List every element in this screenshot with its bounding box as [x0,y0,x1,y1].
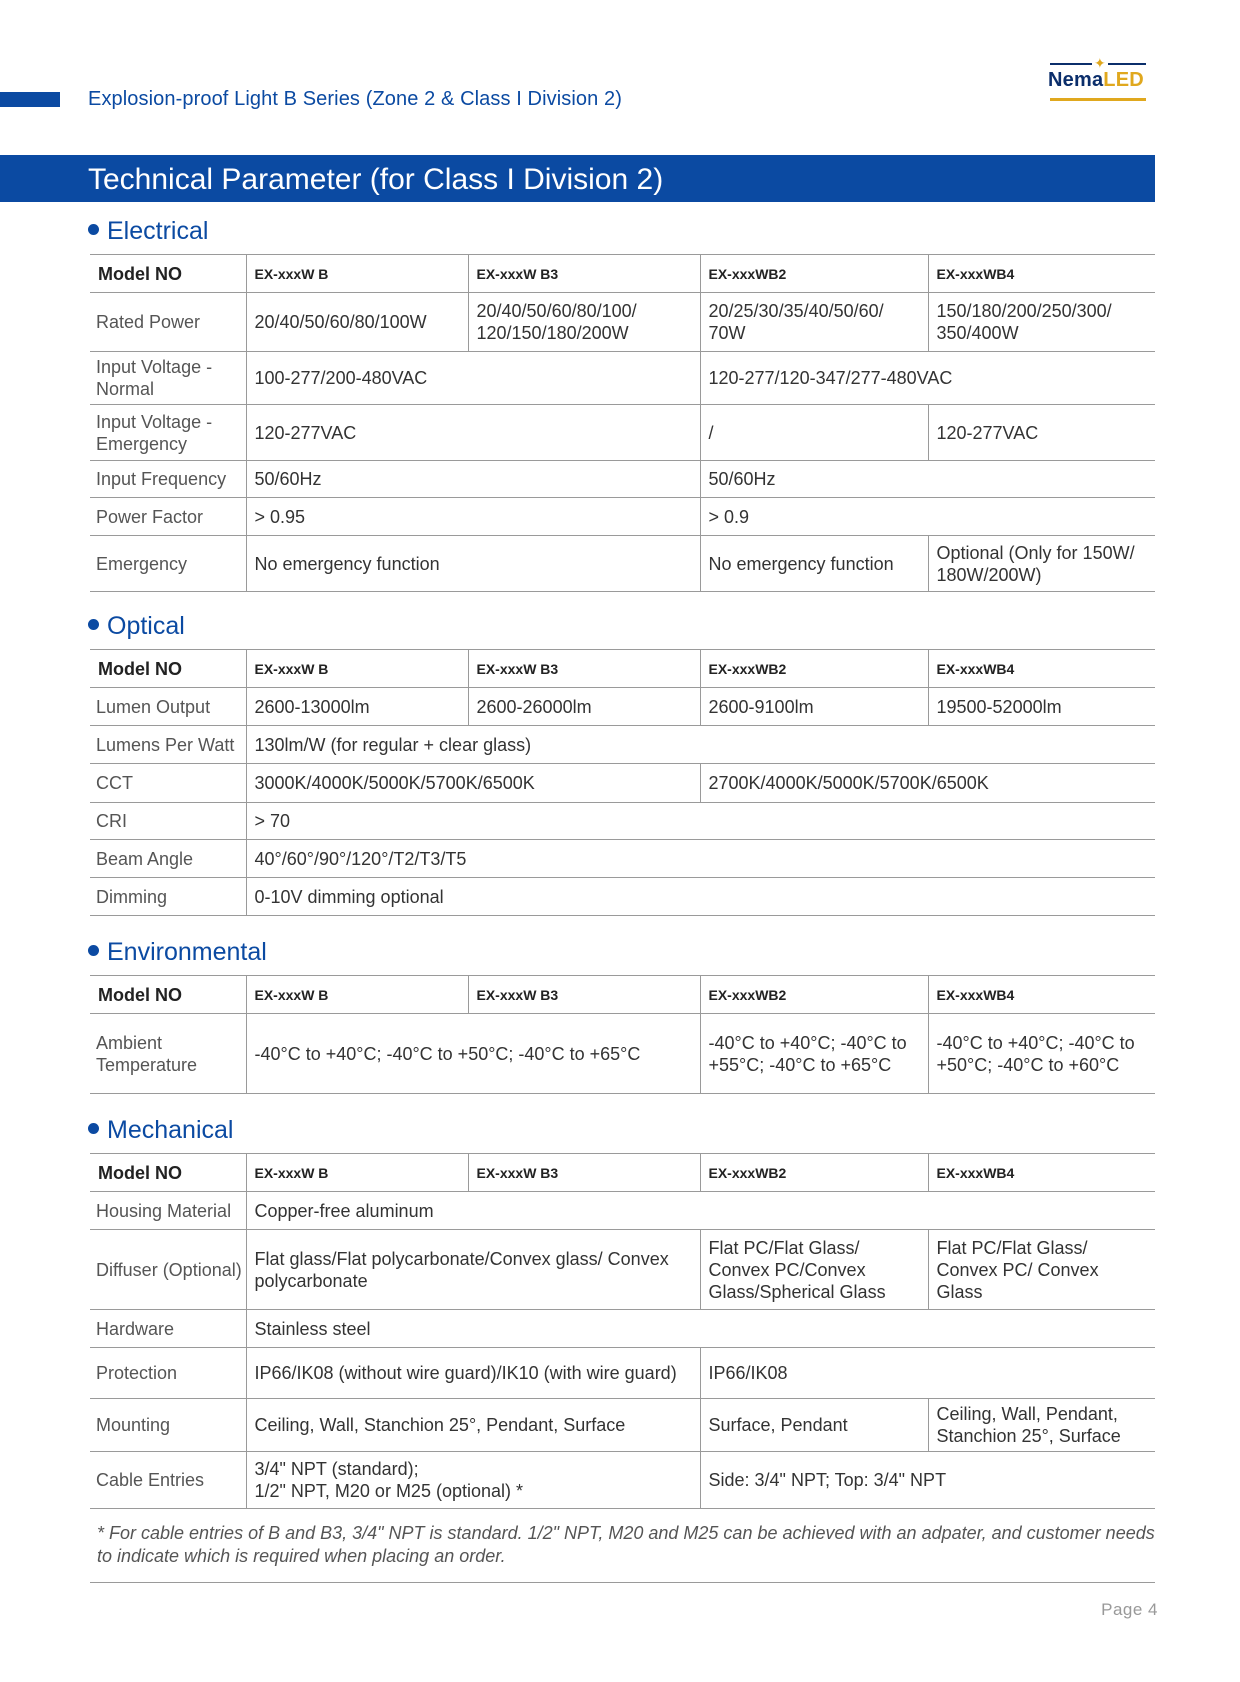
table-row: Housing Material Copper-free aluminum [90,1192,1155,1230]
table-row: Mounting Ceiling, Wall, Stanchion 25°, Pendant, Surface Surface, Pendant Ceiling, Wall, Pendant, Stanchion 25°, Surface [90,1399,1155,1452]
table-row: Ambient Temperature -40°C to +40°C; -40°C to +50°C; -40°C to +65°C -40°C to +40°C; -40°C to +55°C; -40°C to +65°C -40°C to +40°C; -40°C to +50°C; -40°C to +60°C [90,1014,1155,1094]
table-header-row: Model NO EX-xxxW B EX-xxxW B3 EX-xxxWB2 EX-xxxWB4 [90,650,1155,688]
header-accent-bar [0,92,60,107]
optical-heading: Optical [88,612,185,641]
environmental-heading: Environmental [88,938,267,967]
table-row: Dimming 0-10V dimming optional [90,878,1155,916]
table-header-row: Model NO EX-xxxW B EX-xxxW B3 EX-xxxWB2 EX-xxxWB4 [90,976,1155,1014]
optical-table [90,649,1155,916]
table-row: Emergency No emergency function No emergency function Optional (Only for 150W/ 180W/200W) [90,536,1155,592]
table-row: Input Voltage - Normal 100-277/200-480VAC 120-277/120-347/277-480VAC [90,352,1155,405]
table-row: Cable Entries 3/4" NPT (standard); 1/2" NPT, M20 or M25 (optional) * Side: 3/4" NPT; Top: 3/4" NPT [90,1452,1155,1509]
electrical-table [90,254,1155,592]
nemaled-logo: ✦ NemaLED [1044,56,1150,106]
table-header-row: Model NO EX-xxxW B EX-xxxW B3 EX-xxxWB2 EX-xxxWB4 [90,1154,1155,1192]
bullet-icon [88,619,99,630]
bullet-icon [88,1123,99,1134]
page-number: Page 4 [1101,1600,1158,1619]
table-row: Lumen Output 2600-13000lm 2600-26000lm 2600-9100lm 19500-52000lm [90,688,1155,726]
mechanical-table [90,1153,1155,1509]
table-row: Input Voltage - Emergency 120-277VAC / 120-277VAC [90,405,1155,461]
table-row: Lumens Per Watt 130lm/W (for regular + clear glass) [90,726,1155,764]
document-header-title: Explosion-proof Light B Series (Zone 2 & Class I Division 2) [88,88,623,110]
section-banner [0,155,1155,202]
table-row: Power Factor > 0.95 > 0.9 [90,498,1155,536]
table-row: Hardware Stainless steel [90,1310,1155,1348]
mechanical-heading: Mechanical [88,1116,233,1145]
table-row: Protection IP66/IK08 (without wire guard)/IK10 (with wire guard) IP66/IK08 [90,1348,1155,1399]
footer-divider [90,1582,1155,1583]
environmental-table [90,975,1155,1094]
table-row: CRI > 70 [90,803,1155,840]
table-row: Diffuser (Optional) Flat glass/Flat polycarbonate/Convex glass/ Convex polycarbonate Flat PC/Flat Glass/ Convex PC/Convex Glass/Spherical Glass Flat PC/Flat Glass/ Convex PC/ Convex Glass [90,1230,1155,1310]
electrical-heading: Electrical [88,217,208,246]
table-row: Input Frequency 50/60Hz 50/60Hz [90,461,1155,498]
cable-entries-footnote: * For cable entries of B and B3, 3/4" NPT is standard. 1/2" NPT, M20 and M25 can be achieved with an adpater, and customer needs to indicate which is required when placing an order. [97,1523,1155,1566]
banner-title: Technical Parameter (for Class I Division 2) [88,163,664,196]
bullet-icon [88,224,99,235]
table-row: CCT 3000K/4000K/5000K/5700K/6500K 2700K/4000K/5000K/5700K/6500K [90,764,1155,803]
table-row: Rated Power 20/40/50/60/80/100W 20/40/50/60/80/100/ 120/150/180/200W 20/25/30/35/40/50/60/ 70W 150/180/200/250/300/ 350/400W [90,293,1155,352]
bullet-icon [88,945,99,956]
logo-spark-icon: ✦ [1094,55,1106,71]
table-row: Beam Angle 40°/60°/90°/120°/T2/T3/T5 [90,840,1155,878]
table-header-row: Model NO EX-xxxW B EX-xxxW B3 EX-xxxWB2 EX-xxxWB4 [90,255,1155,293]
